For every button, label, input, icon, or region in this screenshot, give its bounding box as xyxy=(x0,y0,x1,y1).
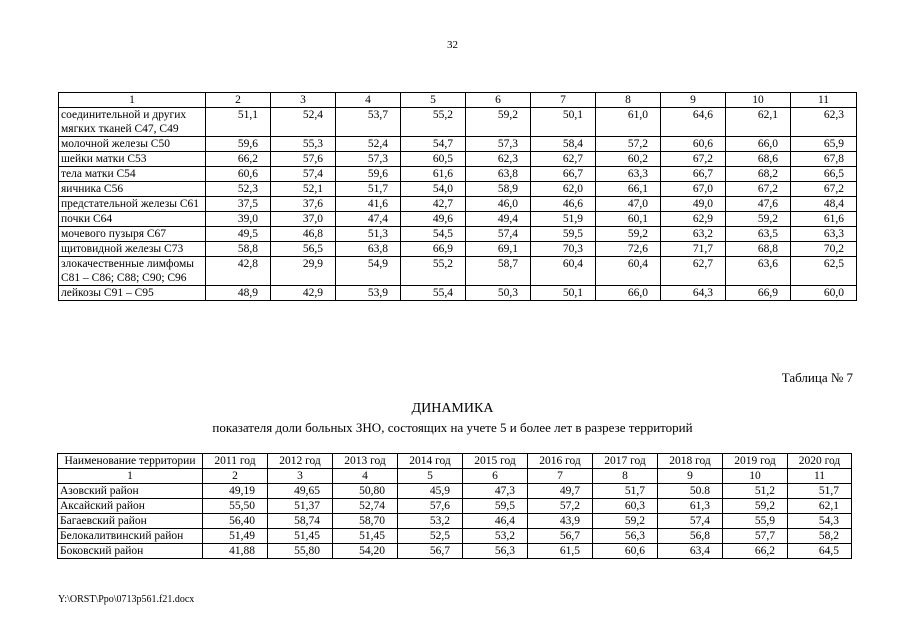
table-cell: 63,2 xyxy=(661,227,726,242)
table-row xyxy=(58,484,852,499)
table-cell: 51,45 xyxy=(333,529,398,544)
table-cell: 63,4 xyxy=(658,544,723,559)
table-cell: 62,3 xyxy=(791,108,857,137)
table-cell: 52,1 xyxy=(271,182,336,197)
row-name: соединительной и других мягких тканей С47, С49 xyxy=(59,108,206,137)
table-cell: 59,6 xyxy=(336,167,401,182)
table-cell: 70,2 xyxy=(791,242,857,257)
table-cell: 57,4 xyxy=(271,167,336,182)
table-cell: 52,74 xyxy=(333,499,398,514)
table-cell: 47,6 xyxy=(726,197,791,212)
table-cell: 56,3 xyxy=(463,544,528,559)
table-cell: 65,9 xyxy=(791,137,857,152)
column-number: 5 xyxy=(401,93,466,108)
table-cell: 59,5 xyxy=(463,499,528,514)
table-cell: 48,9 xyxy=(206,286,271,301)
table-cell: 63,3 xyxy=(596,167,661,182)
table-cell: 67,0 xyxy=(661,182,726,197)
table-cell: 49,5 xyxy=(206,227,271,242)
table-row xyxy=(59,212,857,227)
table-row xyxy=(59,167,857,182)
table-cell: 55,9 xyxy=(723,514,788,529)
table-cell: 60,6 xyxy=(206,167,271,182)
table-cell: 51,3 xyxy=(336,227,401,242)
table-cell: 63,6 xyxy=(726,257,791,286)
table-row xyxy=(59,257,857,286)
table-cell: 69,1 xyxy=(466,242,531,257)
table-cell: 62,5 xyxy=(791,257,857,286)
table-2 xyxy=(57,453,852,559)
header-year: 2012 год xyxy=(268,454,333,469)
row-name: почки С64 xyxy=(59,212,206,227)
table-cell: 66,9 xyxy=(726,286,791,301)
table-cell: 42,8 xyxy=(206,257,271,286)
column-number: 5 xyxy=(398,469,463,484)
table-cell: 57,4 xyxy=(466,227,531,242)
table-cell: 58,7 xyxy=(466,257,531,286)
table-row xyxy=(59,108,857,137)
table-cell: 55,3 xyxy=(271,137,336,152)
table-cell: 58,74 xyxy=(268,514,333,529)
row-name: злокачественные лимфомы С81 – С86; С88; С90; С96 xyxy=(59,257,206,286)
table-row xyxy=(59,152,857,167)
table-cell: 66,0 xyxy=(596,286,661,301)
table-cell: 67,2 xyxy=(726,182,791,197)
table-cell: 57,6 xyxy=(398,499,463,514)
table-cell: 59,2 xyxy=(723,499,788,514)
table-cell: 50,1 xyxy=(531,108,596,137)
table-cell: 46,4 xyxy=(463,514,528,529)
row-name: шейки матки С53 xyxy=(59,152,206,167)
table-cell: 57,3 xyxy=(336,152,401,167)
header-year: 2016 год xyxy=(528,454,593,469)
table-cell: 59,2 xyxy=(596,227,661,242)
row-name: молочной железы С50 xyxy=(59,137,206,152)
table-cell: 60,2 xyxy=(596,152,661,167)
column-number: 10 xyxy=(723,469,788,484)
table-cell: 66,2 xyxy=(723,544,788,559)
table-cell: 42,9 xyxy=(271,286,336,301)
table-cell: 60,0 xyxy=(791,286,857,301)
table-cell: 63,8 xyxy=(466,167,531,182)
table-cell: 50.8 xyxy=(658,484,723,499)
table-cell: 55,50 xyxy=(203,499,268,514)
table-cell: 66,9 xyxy=(401,242,466,257)
table-cell: 66,1 xyxy=(596,182,661,197)
table-cell: 58,8 xyxy=(206,242,271,257)
table-cell: 62,7 xyxy=(661,257,726,286)
column-number: 9 xyxy=(658,469,723,484)
table-cell: 52,4 xyxy=(271,108,336,137)
table-cell: 41,88 xyxy=(203,544,268,559)
table-cell: 51,7 xyxy=(336,182,401,197)
header-year: 2017 год xyxy=(593,454,658,469)
table-row xyxy=(58,514,852,529)
table-cell: 53,7 xyxy=(336,108,401,137)
table-cell: 54,0 xyxy=(401,182,466,197)
table-cell: 68,6 xyxy=(726,152,791,167)
table-cell: 54,3 xyxy=(788,514,852,529)
table-cell: 52,3 xyxy=(206,182,271,197)
table-row xyxy=(58,529,852,544)
footer-file-path: Y:\ORST\Ppo\0713p561.f21.docx xyxy=(58,594,195,605)
table-cell: 59,2 xyxy=(593,514,658,529)
table-2-number-row xyxy=(58,469,852,484)
table-cell: 63,3 xyxy=(791,227,857,242)
table-1-header-row xyxy=(59,93,857,108)
table-cell: 60,6 xyxy=(593,544,658,559)
table-cell: 64,3 xyxy=(661,286,726,301)
row-name: лейкозы С91 – С95 xyxy=(59,286,206,301)
column-number: 6 xyxy=(463,469,528,484)
table-cell: 62,9 xyxy=(661,212,726,227)
table-cell: 51,9 xyxy=(531,212,596,227)
table-cell: 66,5 xyxy=(791,167,857,182)
table-cell: 59,5 xyxy=(531,227,596,242)
table-row xyxy=(58,544,852,559)
table-cell: 37,5 xyxy=(206,197,271,212)
table-cell: 51,1 xyxy=(206,108,271,137)
table-cell: 29,9 xyxy=(271,257,336,286)
column-number: 4 xyxy=(333,469,398,484)
table-cell: 62,3 xyxy=(466,152,531,167)
table-row xyxy=(58,499,852,514)
table-cell: 55,2 xyxy=(401,257,466,286)
row-name: яичника С56 xyxy=(59,182,206,197)
row-name: щитовидной железы С73 xyxy=(59,242,206,257)
table-cell: 62,1 xyxy=(726,108,791,137)
table-cell: 58,9 xyxy=(466,182,531,197)
column-number: 2 xyxy=(206,93,271,108)
table-cell: 56,8 xyxy=(658,529,723,544)
table-cell: 62,7 xyxy=(531,152,596,167)
table-cell: 60,4 xyxy=(596,257,661,286)
table-cell: 66,0 xyxy=(726,137,791,152)
table-row xyxy=(59,227,857,242)
table-cell: 51,45 xyxy=(268,529,333,544)
table-cell: 48,4 xyxy=(791,197,857,212)
table-cell: 57,3 xyxy=(466,137,531,152)
header-name: Наименование территории xyxy=(58,454,203,469)
column-number: 8 xyxy=(593,469,658,484)
table-cell: 60,5 xyxy=(401,152,466,167)
table-1 xyxy=(58,92,857,301)
table-cell: 52,4 xyxy=(336,137,401,152)
row-name: тела матки С54 xyxy=(59,167,206,182)
table-cell: 41,6 xyxy=(336,197,401,212)
table-cell: 66,7 xyxy=(531,167,596,182)
column-number: 3 xyxy=(271,93,336,108)
column-number: 11 xyxy=(788,469,852,484)
table-cell: 63,8 xyxy=(336,242,401,257)
table-cell: 45,9 xyxy=(398,484,463,499)
table-cell: 59,2 xyxy=(726,212,791,227)
column-number: 1 xyxy=(59,93,206,108)
table-cell: 61,3 xyxy=(658,499,723,514)
header-year: 2018 год xyxy=(658,454,723,469)
column-number: 7 xyxy=(531,93,596,108)
table-cell: 57,2 xyxy=(528,499,593,514)
table-cell: 60,4 xyxy=(531,257,596,286)
table-cell: 50,1 xyxy=(531,286,596,301)
column-number: 7 xyxy=(528,469,593,484)
table-cell: 53,2 xyxy=(398,514,463,529)
table-cell: 47,0 xyxy=(596,197,661,212)
table-cell: 49,19 xyxy=(203,484,268,499)
table-cell: 60,6 xyxy=(661,137,726,152)
table-cell: 67,8 xyxy=(791,152,857,167)
table-cell: 59,6 xyxy=(206,137,271,152)
column-number: 10 xyxy=(726,93,791,108)
table-2-body xyxy=(58,454,852,559)
column-number: 9 xyxy=(661,93,726,108)
table-cell: 54,9 xyxy=(336,257,401,286)
row-name: мочевого пузыря С67 xyxy=(59,227,206,242)
table-cell: 50,80 xyxy=(333,484,398,499)
table-cell: 61,6 xyxy=(791,212,857,227)
header-year: 2014 год xyxy=(398,454,463,469)
table-cell: 51,49 xyxy=(203,529,268,544)
table-cell: 56,7 xyxy=(398,544,463,559)
table-cell: 71,7 xyxy=(661,242,726,257)
table-cell: 49,7 xyxy=(528,484,593,499)
table-2-title: ДИНАМИКА xyxy=(411,401,494,416)
table-row xyxy=(59,137,857,152)
header-year: 2020 год xyxy=(788,454,852,469)
column-number: 4 xyxy=(336,93,401,108)
table-cell: 56,5 xyxy=(271,242,336,257)
table-cell: 53,2 xyxy=(463,529,528,544)
table-cell: 62,1 xyxy=(788,499,852,514)
column-number: 1 xyxy=(58,469,203,484)
table-cell: 57,4 xyxy=(658,514,723,529)
table-cell: 61,0 xyxy=(596,108,661,137)
table-cell: 55,2 xyxy=(401,108,466,137)
table-cell: 52,5 xyxy=(398,529,463,544)
table-cell: 56,40 xyxy=(203,514,268,529)
territory-name: Боковский район xyxy=(58,544,203,559)
territory-name: Белокалитвинский район xyxy=(58,529,203,544)
table-cell: 51,2 xyxy=(723,484,788,499)
table-cell: 49,0 xyxy=(661,197,726,212)
page-number: 32 xyxy=(447,39,458,51)
table-cell: 58,70 xyxy=(333,514,398,529)
table-cell: 37,0 xyxy=(271,212,336,227)
table-cell: 57,7 xyxy=(723,529,788,544)
table-cell: 67,2 xyxy=(661,152,726,167)
table-row xyxy=(59,197,857,212)
table-cell: 49,4 xyxy=(466,212,531,227)
column-number: 2 xyxy=(203,469,268,484)
table-cell: 62,0 xyxy=(531,182,596,197)
table-cell: 64,6 xyxy=(661,108,726,137)
table-row xyxy=(59,182,857,197)
table-cell: 68,2 xyxy=(726,167,791,182)
row-name: предстательной железы С61 xyxy=(59,197,206,212)
header-year: 2015 год xyxy=(463,454,528,469)
table-cell: 46,8 xyxy=(271,227,336,242)
table-cell: 68,8 xyxy=(726,242,791,257)
territory-name: Аксайский район xyxy=(58,499,203,514)
table-cell: 66,2 xyxy=(206,152,271,167)
column-number: 3 xyxy=(268,469,333,484)
table-cell: 60,3 xyxy=(593,499,658,514)
column-number: 6 xyxy=(466,93,531,108)
table-cell: 55,4 xyxy=(401,286,466,301)
table-cell: 53,9 xyxy=(336,286,401,301)
table-label: Таблица № 7 xyxy=(781,370,853,385)
table-cell: 72,6 xyxy=(596,242,661,257)
table-cell: 58,2 xyxy=(788,529,852,544)
header-year: 2011 год xyxy=(203,454,268,469)
territory-name: Азовский район xyxy=(58,484,203,499)
territory-name: Багаевский район xyxy=(58,514,203,529)
table-cell: 47,3 xyxy=(463,484,528,499)
table-cell: 49,6 xyxy=(401,212,466,227)
table-cell: 54,20 xyxy=(333,544,398,559)
table-2-subtitle: показателя доли больных ЗНО, состоящих на учете 5 и более лет в разрезе территорий xyxy=(212,420,693,435)
table-cell: 51,7 xyxy=(593,484,658,499)
table-cell: 59,2 xyxy=(466,108,531,137)
table-cell: 49,65 xyxy=(268,484,333,499)
table-cell: 56,3 xyxy=(593,529,658,544)
table-cell: 39,0 xyxy=(206,212,271,227)
table-row xyxy=(59,242,857,257)
table-cell: 57,6 xyxy=(271,152,336,167)
table-cell: 61,5 xyxy=(528,544,593,559)
column-number: 11 xyxy=(791,93,857,108)
table-1-body xyxy=(59,93,857,301)
table-cell: 55,80 xyxy=(268,544,333,559)
table-cell: 60,1 xyxy=(596,212,661,227)
table-cell: 58,4 xyxy=(531,137,596,152)
table-cell: 54,5 xyxy=(401,227,466,242)
table-cell: 37,6 xyxy=(271,197,336,212)
table-2-header-row xyxy=(58,454,852,469)
table-cell: 70,3 xyxy=(531,242,596,257)
table-cell: 47,4 xyxy=(336,212,401,227)
header-year: 2019 год xyxy=(723,454,788,469)
table-cell: 56,7 xyxy=(528,529,593,544)
table-cell: 51,7 xyxy=(788,484,852,499)
table-cell: 57,2 xyxy=(596,137,661,152)
table-cell: 54,7 xyxy=(401,137,466,152)
table-cell: 63,5 xyxy=(726,227,791,242)
table-row xyxy=(59,286,857,301)
table-cell: 46,0 xyxy=(466,197,531,212)
table-cell: 50,3 xyxy=(466,286,531,301)
table-cell: 67,2 xyxy=(791,182,857,197)
table-cell: 42,7 xyxy=(401,197,466,212)
table-cell: 43,9 xyxy=(528,514,593,529)
table-cell: 46,6 xyxy=(531,197,596,212)
table-cell: 51,37 xyxy=(268,499,333,514)
table-cell: 61,6 xyxy=(401,167,466,182)
table-cell: 64,5 xyxy=(788,544,852,559)
column-number: 8 xyxy=(596,93,661,108)
header-year: 2013 год xyxy=(333,454,398,469)
table-cell: 66,7 xyxy=(661,167,726,182)
